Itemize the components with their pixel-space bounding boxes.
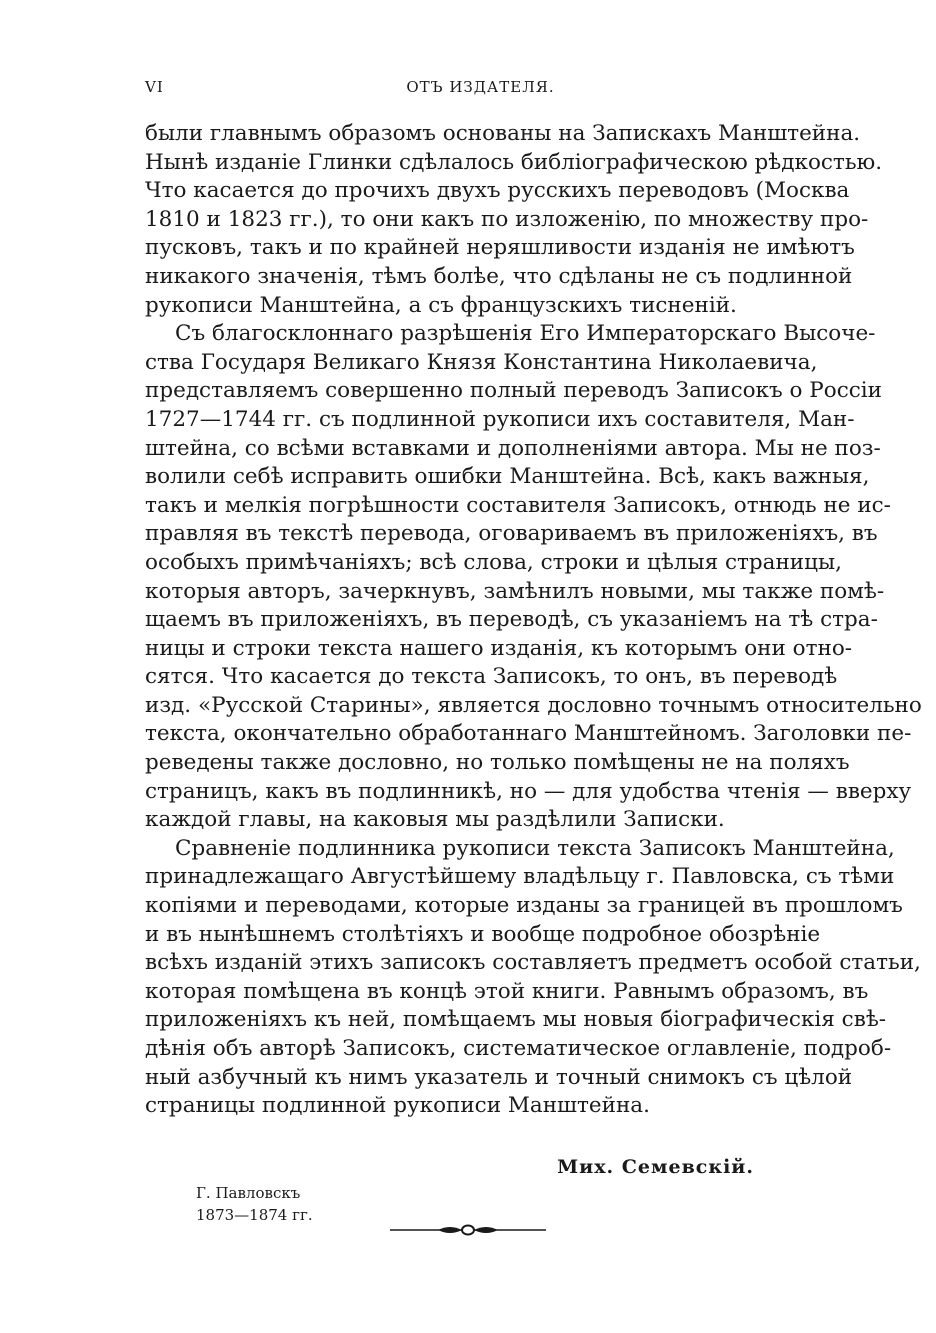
text-line: Съ благосклоннаго разрѣшенія Его Императорскаго Высоче-	[175, 321, 876, 347]
text-line: которая помѣщена въ концѣ этой книги. Равнымъ образомъ, въ	[145, 978, 869, 1004]
text-line: правляя въ текстѣ перевода, оговариваемъ въ приложеніяхъ, въ	[145, 521, 878, 547]
text-line: особыхъ примѣчаніяхъ; всѣ слова, строки и цѣлыя страницы,	[145, 549, 842, 575]
text-line: принадлежащаго Августѣйшему владѣльцу г. Павловска, съ тѣми	[145, 864, 895, 890]
text-line: которыя авторъ, зачеркнувъ, замѣнилъ новыми, мы также помѣ-	[145, 578, 885, 604]
text-line: приложеніяхъ къ ней, помѣщаемъ мы новыя біографическія свѣ-	[145, 1007, 887, 1033]
text-line: страницы подлинной рукописи Манштейна.	[145, 1093, 650, 1119]
text-line: Что касается до прочихъ двухъ русскихъ переводовъ (Москва	[145, 178, 850, 204]
text-line: ный азбучный къ нимъ указатель и точный снимокъ съ цѣлой	[145, 1064, 853, 1090]
text-line: пусковъ, такъ и по крайней неряшливости изданія не имѣютъ	[145, 235, 855, 261]
paragraph-1	[145, 120, 883, 320]
text-line: 1810 и 1823 гг.), то они какъ по изложенію, по множеству про-	[145, 206, 869, 232]
text-line: текста, окончательно обработаннаго Манштейномъ. Заголовки пе-	[145, 721, 912, 747]
running-title: ОТЪ ИЗДАТЕЛЯ.	[406, 78, 555, 96]
ornamental-rule-icon	[388, 1222, 548, 1238]
paragraph-2	[145, 320, 922, 835]
text-line: копіями и переводами, которые изданы за границей въ прошломъ	[145, 893, 903, 919]
text-line: дѣнія объ авторѣ Записокъ, систематическое оглавленіе, подроб-	[145, 1036, 892, 1061]
text-line: ницы и строки текста нашего изданія, къ которымъ они отно-	[145, 635, 853, 661]
running-head	[145, 78, 800, 102]
text-line: 1727—1744 гг. съ подлинной рукописи ихъ составителя, Ман-	[145, 406, 855, 432]
text-line: рукописи Манштейна, а съ французскихъ тисненій.	[145, 292, 737, 318]
place: Г. Павловскъ	[196, 1184, 301, 1202]
page-number: VI	[145, 78, 164, 96]
text-line: никакого значенія, тѣмъ болѣе, что сдѣланы не съ подлинной	[145, 263, 853, 289]
text-line: ства Государя Великаго Князя Константина Николаевича,	[145, 349, 818, 375]
text-line: страницъ, какъ въ подлинникѣ, но — для удобства чтенія — вверху	[145, 778, 912, 804]
text-line: такъ и мелкія погрѣшности составителя Записокъ, отнюдь не ис-	[145, 492, 891, 518]
text-line: представляемъ совершенно полный переводъ Записокъ о Россіи	[145, 378, 882, 404]
text-line: всѣхъ изданій этихъ записокъ составляетъ предметъ особой статьи,	[145, 950, 921, 976]
signature: Мих. Семевскій.	[557, 1156, 754, 1178]
text-line: каждой главы, на каковыя мы раздѣлили Записки.	[145, 807, 725, 833]
paragraph-3	[145, 835, 921, 1121]
text-line: сятся. Что касается до текста Записокъ, то онъ, въ переводѣ	[145, 664, 838, 690]
text-line: Нынѣ изданіе Глинки сдѣлалось библіографическою рѣдкостью.	[145, 149, 883, 175]
text-line: Сравненіе подлинника рукописи текста Записокъ Манштейна,	[175, 835, 895, 861]
text-line: реведены также дословно, но только помѣщены не на поляхъ	[145, 750, 850, 776]
place-date	[196, 1182, 313, 1226]
body-text	[145, 120, 922, 1121]
text-line: волили себѣ исправить ошибки Манштейна. Всѣ, какъ важныя,	[145, 464, 870, 490]
dates: 1873—1874 гг.	[196, 1206, 313, 1224]
text-line: и въ нынѣшнемъ столѣтіяхъ и вообще подробное обозрѣніе	[145, 921, 821, 947]
text-line: изд. «Русской Старины», является дословно точнымъ относительно	[145, 692, 922, 718]
text-line: штейна, со всѣми вставками и дополненіями автора. Мы не поз-	[145, 435, 881, 461]
text-line: щаемъ въ приложеніяхъ, въ переводѣ, съ указаніемъ на тѣ стра-	[145, 607, 878, 633]
text-line: были главнымъ образомъ основаны на Запискахъ Манштейна.	[145, 121, 861, 146]
